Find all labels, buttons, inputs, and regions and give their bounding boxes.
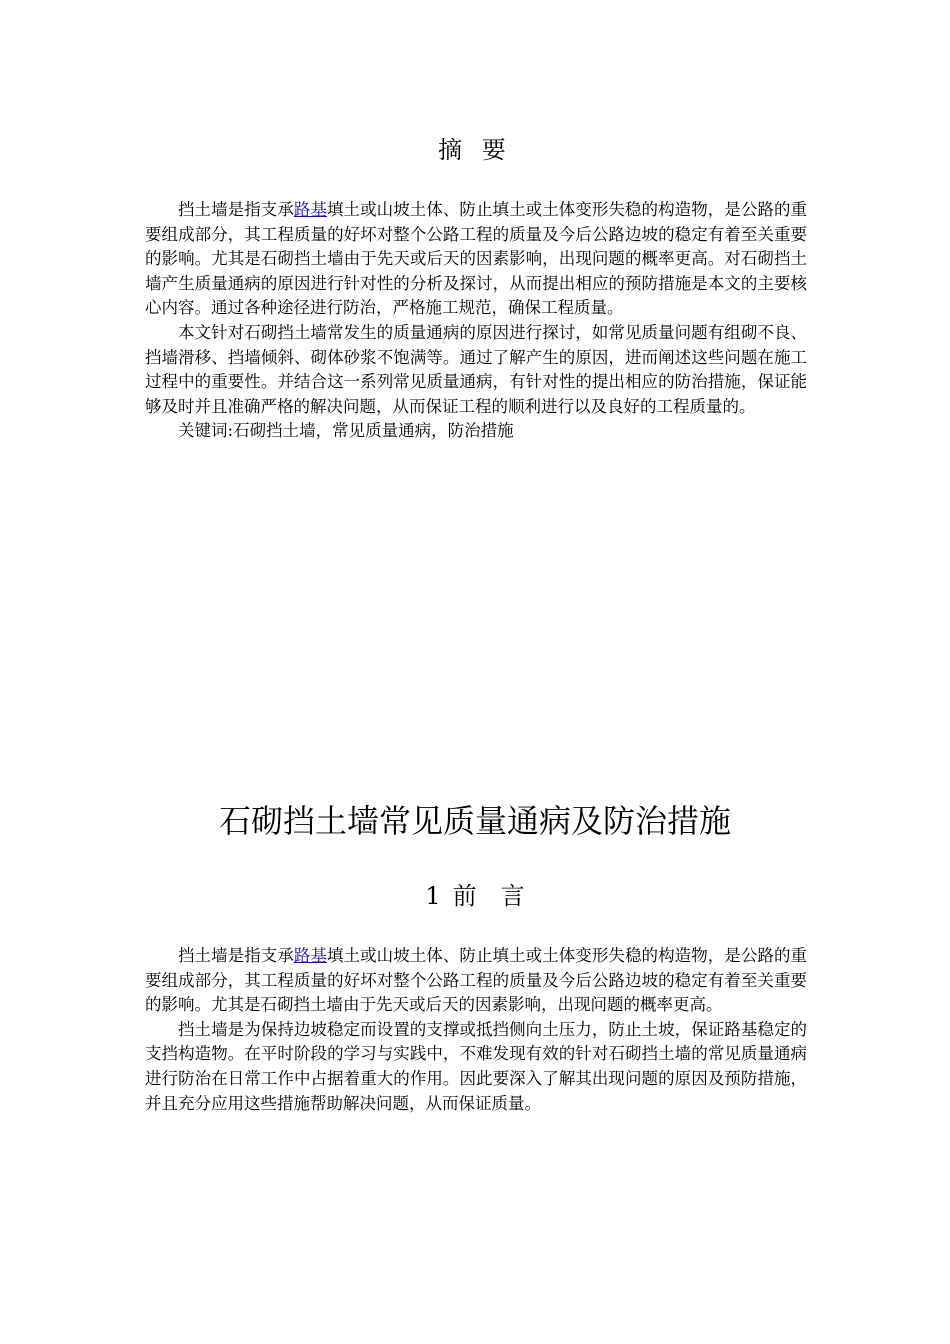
keywords-colon: :	[227, 421, 234, 441]
keywords-label: 关键词	[178, 421, 228, 441]
abstract-paragraph-2: 本文针对石砌挡土墙常发生的质量通病的原因进行探讨，如常见质量问题有组砌不良、挡墙滑移、挡墙倾斜、砌体砂浆不饱满等。通过了解产生的原因，进而阐述这些问题在施工过程中的重要性。并结合这一系列常见质量通病，有针对性的提出相应的防治措施，保证能够及时并且准确严格的解决问题，从而保证工程的顺利进行以及良好的工程质量的。	[145, 322, 807, 416]
section-body	[145, 944, 807, 1116]
abstract-body	[145, 198, 807, 444]
keywords-line	[145, 419, 807, 444]
section-p1-text-after-link: 填土或山坡土体、防止填土或土体变形失稳的构造物，是公路的重要组成部分，其工程质量的好坏对整个公路工程的质量及今后公路边坡的稳定有着至关重要的影响。尤其是石砌挡土墙由于先天或后天的因素影响，出现问题的概率更高。	[145, 946, 808, 1015]
abstract-paragraph-1	[145, 198, 807, 321]
section-paragraph-2: 挡土墙是为保持边坡稳定而设置的支撑或抵挡侧向土压力，防止土坡，保证路基稳定的支挡构造物。在平时阶段的学习与实践中，不难发现有效的针对石砌挡土墙的常见质量通病进行防治在日常工作中占据着重大的作用。因此要深入了解其出现问题的原因及预防措施，并且充分应用这些措施帮助解决问题，从而保证质量。	[145, 1019, 807, 1113]
abstract-title: 摘 要	[438, 136, 512, 164]
section-heading-text: 前言	[452, 882, 549, 910]
roadbed-link[interactable]: 路基	[293, 200, 327, 219]
abstract-p1-text-after-link: 填土或山坡土体、防止填土或土体变形失稳的构造物，是公路的重要组成部分，其工程质量的好坏对整个公路工程的质量及今后公路边坡的稳定有着至关重要的影响。尤其是石砌挡土墙由于先天或后天的因素影响，出现问题的概率更高。对石砌挡土墙产生质量通病的原因进行针对性的分析及探讨，从而提出相应的预防措施是本文的主要核心内容。通过各种途径进行防治，严格施工规范，确保工程质量。	[145, 200, 808, 318]
section-heading	[0, 880, 950, 912]
section-number: 1	[425, 882, 441, 910]
keywords-text: 石砌挡土墙，常见质量通病，防治措施	[233, 421, 514, 441]
abstract-p1-text-before-link: 挡土墙是指支承	[178, 200, 294, 219]
section-paragraph-1	[145, 944, 807, 1018]
section-p1-text-before-link: 挡土墙是指支承	[178, 946, 294, 965]
roadbed-link-2[interactable]: 路基	[293, 946, 327, 965]
main-title: 石砌挡土墙常见质量通病及防治措施	[218, 802, 731, 840]
